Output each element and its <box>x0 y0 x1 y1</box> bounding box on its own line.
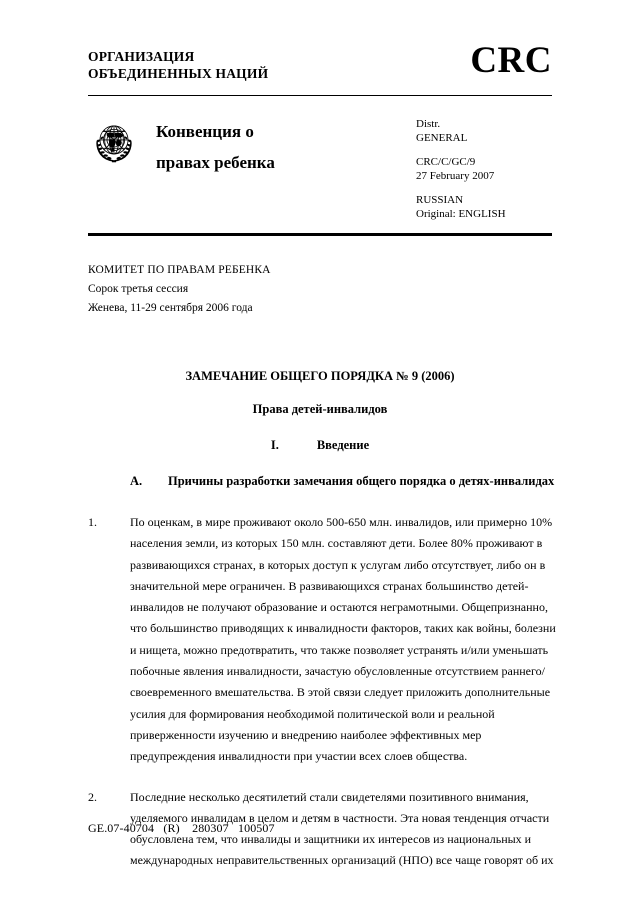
section-number: I. <box>270 438 279 452</box>
treaty-code: CRC <box>470 40 552 81</box>
distribution-group <box>416 118 552 145</box>
paragraph-number: 2. <box>88 789 97 804</box>
organization-line-1: ОРГАНИЗАЦИЯ <box>88 49 195 64</box>
original-language: Original: ENGLISH <box>416 207 506 220</box>
convention-title <box>150 112 416 178</box>
title-band <box>88 112 552 221</box>
header-divider-thin <box>88 95 552 96</box>
organization-name <box>88 48 268 82</box>
document-symbol: CRC/C/GC/9 <box>416 156 476 168</box>
paragraph-text: По оценкам, в мире проживают около 500-650 млн. инвалидов, или примерно 10% населения земли, из которых 150 млн. составляют дети. Более 80% проживают в развивающихся странах, в которых доступ к услугам либо отсутствует, либо он в значительной мере ограничен. В развивающихся странах большинство детей-инвалидов не получают образование и остаются неграмотными. Общепризнанно, что большинство приводящих к инвалидности факторов, таких как войны, болезни и нищета, можно предотвратить, что также позволяет устранять и/или уменьшать побочные явления инвалидности, зачастую обусловленные отсутствием раннего/своевременного вмешательства. В этой связи следует приложить дополнительные усилия для формирования необходимой политической воли и реальной приверженности изучению и внедрению наиболее эффективных мер предупреждения инвалидности при участии всех слоев общества. <box>130 515 556 764</box>
general-comment-title: ЗАМЕЧАНИЕ ОБЩЕГО ПОРЯДКА № 9 (2006) <box>185 369 455 383</box>
section-heading <box>88 438 552 453</box>
emblem-container <box>88 112 150 168</box>
symbol-group <box>416 156 552 183</box>
distribution-label: Distr. <box>416 118 441 130</box>
committee-session: Сорок третья сессия <box>88 283 189 295</box>
paragraph <box>88 512 556 768</box>
un-emblem-icon <box>88 116 140 168</box>
committee-block <box>88 261 552 318</box>
distribution-block <box>416 112 552 221</box>
paragraph-number: 1. <box>88 515 97 529</box>
document-language: RUSSIAN <box>416 194 464 206</box>
convention-title-line-1: Конвенция о <box>156 122 254 141</box>
paragraph-text: Последние несколько десятилетий стали свидетелями позитивного внимания, уделяемого инвалидам в целом и детям в частности. Эта новая тенденция отчасти обусловлена тем, что инвалиды и защитники их интересов из национальных и международных неправительственных организаций (НПО) все чаще говорят об их <box>130 789 554 868</box>
language-group <box>416 194 552 221</box>
committee-venue-dates: Женева, 11-29 сентября 2006 года <box>88 302 253 314</box>
subsection-number: A. <box>130 474 143 488</box>
subsection-title: Причины разработки замечания общего порядка о детях-инвалидах <box>168 474 555 488</box>
convention-title-line-2: правах ребенка <box>156 153 275 172</box>
subject-title: Права детей-инвалидов <box>252 402 388 416</box>
organization-line-2: ОБЪЕДИНЕННЫХ НАЦИЙ <box>88 66 269 81</box>
document-date: 27 February 2007 <box>416 169 495 182</box>
subsection-heading <box>130 474 570 489</box>
distribution-value: GENERAL <box>416 131 468 144</box>
section-title: Введение <box>316 438 370 452</box>
header-divider-thick <box>88 233 552 236</box>
masthead <box>88 40 552 82</box>
committee-name: КОМИТЕТ ПО ПРАВАМ РЕБЕНКА <box>88 264 271 276</box>
footer-reference: GE.07-40704 (R) 280307 100507 <box>88 821 275 835</box>
